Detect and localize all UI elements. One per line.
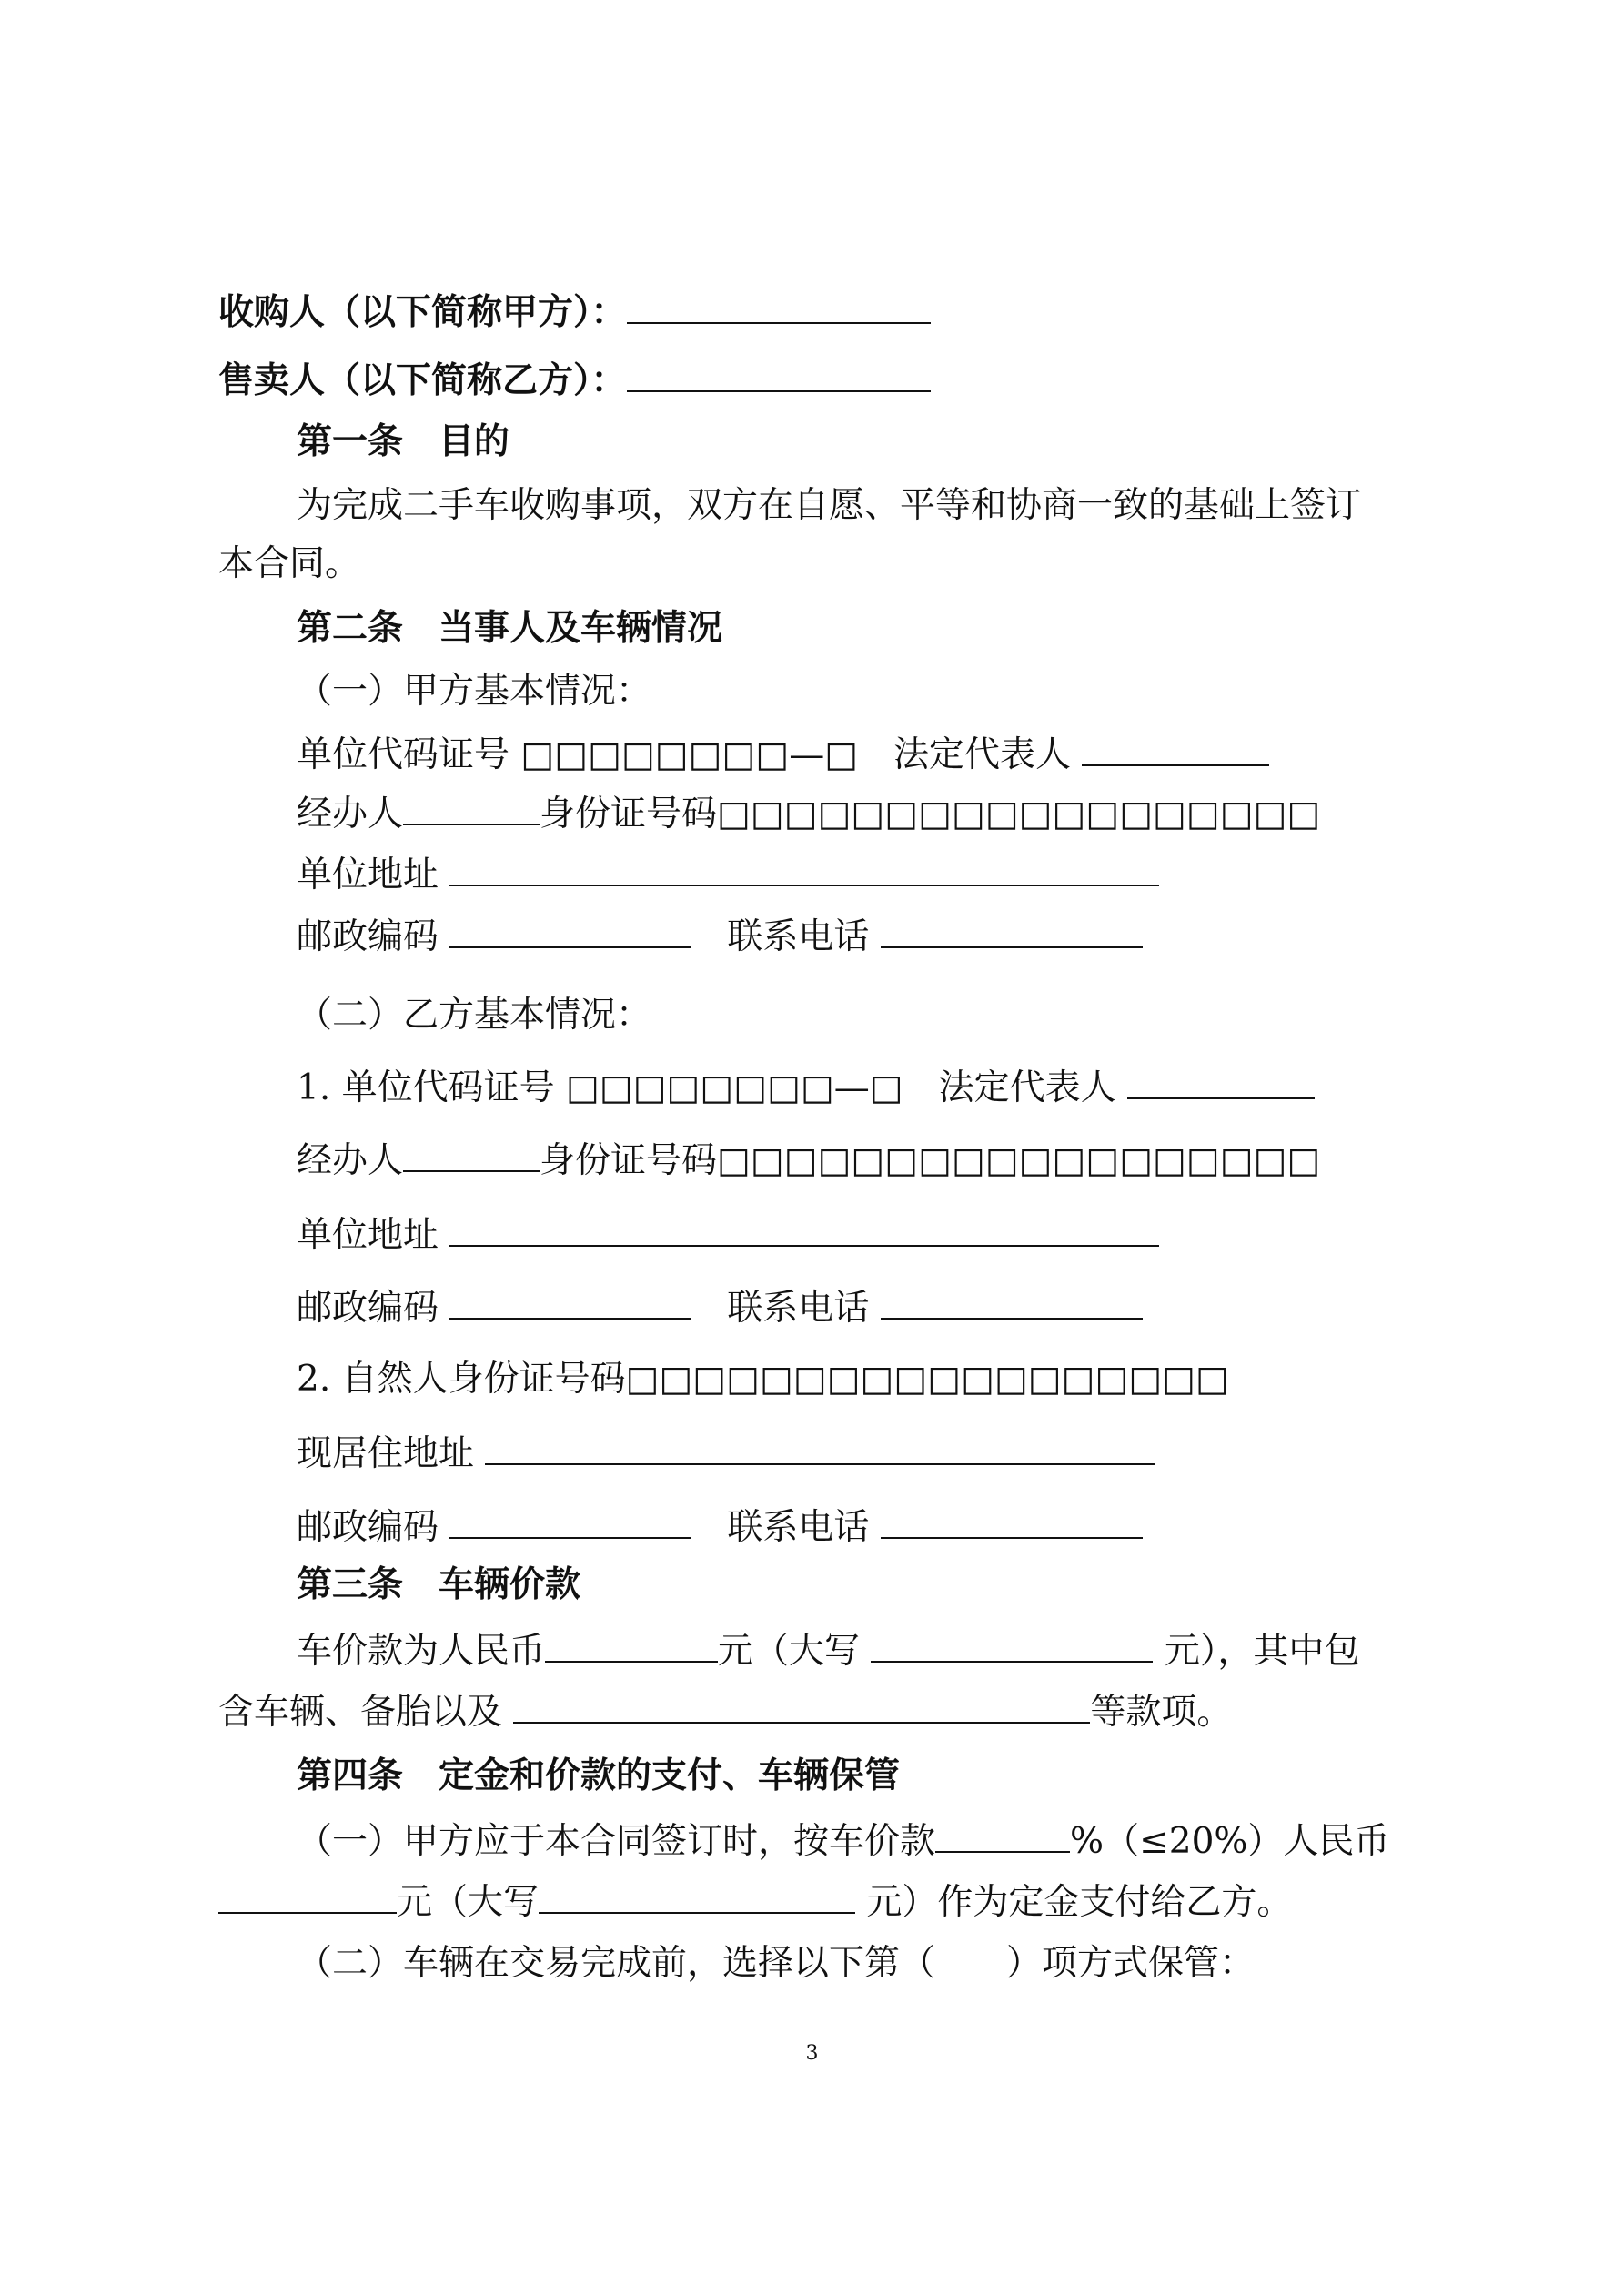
party-b-residence-label: 现居住地址 [297, 1433, 486, 1474]
deposit-amount-blank[interactable] [218, 1877, 397, 1914]
party-b-address-blank[interactable] [449, 1210, 1159, 1247]
party-a-legal-rep-blank[interactable] [1082, 730, 1269, 766]
items-label: 含车辆、备胎以及 [218, 1692, 514, 1733]
seller-blank[interactable] [627, 356, 931, 392]
deposit-suffix: 元）作为定金支付给乙方。 [855, 1882, 1293, 1923]
party-b-id-label: 身份证号码 [540, 1140, 718, 1181]
article-3-heading: 第三条 车辆价款 [297, 1564, 581, 1605]
price-capital-label: 元（大写 [718, 1631, 872, 1672]
party-b-phone-blank[interactable] [881, 1283, 1143, 1320]
party-a-phone-label: 联系电话 [691, 916, 881, 957]
party-b-residence-blank[interactable] [485, 1429, 1155, 1465]
price-suffix: 元），其中包 [1153, 1631, 1360, 1672]
party-b-agent-line [297, 1136, 1320, 1185]
seller-line [218, 356, 931, 405]
party-a-agent-label: 经办人 [297, 794, 404, 834]
party-b-address-line [297, 1210, 1159, 1259]
party-b-postal-label: 邮政编码 [297, 1288, 450, 1329]
article-4-para-1 [297, 1816, 1389, 1866]
party-b-agent-blank[interactable] [403, 1136, 540, 1172]
party-b-postal2-blank[interactable] [449, 1502, 691, 1539]
party-a-address-line [297, 850, 1159, 899]
seller-label: 售卖人（以下简称乙方）： [218, 360, 627, 401]
article-2-heading: 第二条 当事人及车辆情况 [297, 608, 723, 649]
party-b-contact2-line [297, 1502, 1143, 1552]
party-b-natural-id-line [297, 1356, 1229, 1403]
party-a-id-boxes[interactable]: □□□□□□□□□□□□□□□□□□ [717, 794, 1321, 834]
page-number: 3 [805, 2042, 819, 2065]
article-4-para-2 [218, 1877, 1292, 1927]
party-b-id-boxes[interactable]: □□□□□□□□□□□□□□□□□□ [717, 1140, 1321, 1181]
party-b-legal-rep-label: 法定代表人 [903, 1067, 1128, 1108]
price-capital-blank[interactable] [871, 1626, 1153, 1663]
party-a-title: （一）甲方基本情况： [297, 671, 652, 712]
deposit-capital-blank[interactable] [539, 1877, 855, 1914]
party-a-agent-blank[interactable] [403, 789, 540, 825]
article-4-para-3: （二）车辆在交易完成前，选择以下第（ ）项方式保管： [297, 1943, 1256, 1984]
party-a-code-label: 单位代码证号 [297, 734, 521, 775]
party-a-address-blank[interactable] [449, 850, 1159, 886]
party-b-postal-blank[interactable] [449, 1283, 691, 1320]
party-b-natural-id-boxes[interactable]: □□□□□□□□□□□□□□□□□□ [625, 1359, 1229, 1400]
party-b-code-label: 1. 单位代码证号 [297, 1067, 567, 1108]
party-b-code-boxes[interactable]: □□□□□□□□—□ [566, 1067, 903, 1108]
party-b-postal2-label: 邮政编码 [297, 1507, 450, 1548]
party-b-phone-label: 联系电话 [691, 1288, 881, 1329]
party-a-code-boxes[interactable]: □□□□□□□□—□ [520, 734, 859, 775]
deposit-capital-label: 元（大写 [397, 1882, 540, 1923]
deposit-percent-label: %（≤20%）人民币 [1070, 1821, 1390, 1862]
items-suffix: 等款项。 [1090, 1692, 1233, 1733]
party-a-postal-blank[interactable] [449, 912, 691, 948]
party-a-legal-rep-label: 法定代表人 [858, 734, 1083, 775]
article-3-text-1 [297, 1626, 1359, 1675]
buyer-label: 收购人（以下简称甲方）： [218, 292, 627, 333]
deposit-percent-blank[interactable] [935, 1816, 1070, 1853]
party-b-residence-line [297, 1429, 1155, 1478]
article-4-heading: 第四条 定金和价款的支付、车辆保管 [297, 1755, 901, 1796]
article-1-heading: 第一条 目的 [297, 421, 510, 462]
party-b-address-label: 单位地址 [297, 1215, 450, 1256]
party-b-legal-rep-blank[interactable] [1127, 1063, 1315, 1099]
party-a-phone-blank[interactable] [881, 912, 1143, 948]
party-a-postal-label: 邮政编码 [297, 916, 450, 957]
party-b-contact-line [297, 1283, 1143, 1332]
buyer-blank[interactable] [627, 288, 931, 324]
party-a-contact-line [297, 912, 1143, 961]
party-a-code-line [297, 730, 1269, 779]
article-1-text-1: 为完成二手车收购事项，双方在自愿、平等和协商一致的基础上签订 [297, 485, 1362, 526]
party-a-id-label: 身份证号码 [540, 794, 718, 834]
party-b-code-line [297, 1063, 1315, 1112]
party-b-phone2-label: 联系电话 [691, 1507, 881, 1548]
items-blank[interactable] [513, 1687, 1090, 1724]
deposit-label: （一）甲方应于本合同签订时，按车价款 [297, 1821, 936, 1862]
article-1-text-2: 本合同。 [218, 543, 361, 584]
party-b-phone2-blank[interactable] [881, 1502, 1143, 1539]
party-b-title: （二）乙方基本情况： [297, 995, 652, 1036]
party-a-agent-line [297, 789, 1320, 838]
article-3-text-2 [218, 1687, 1232, 1736]
party-b-natural-id-label: 2. 自然人身份证号码 [297, 1359, 626, 1400]
price-blank[interactable] [545, 1626, 718, 1663]
buyer-line [218, 288, 931, 337]
party-a-address-label: 单位地址 [297, 855, 450, 895]
price-label: 车价款为人民币 [297, 1631, 546, 1672]
party-b-agent-label: 经办人 [297, 1140, 404, 1181]
